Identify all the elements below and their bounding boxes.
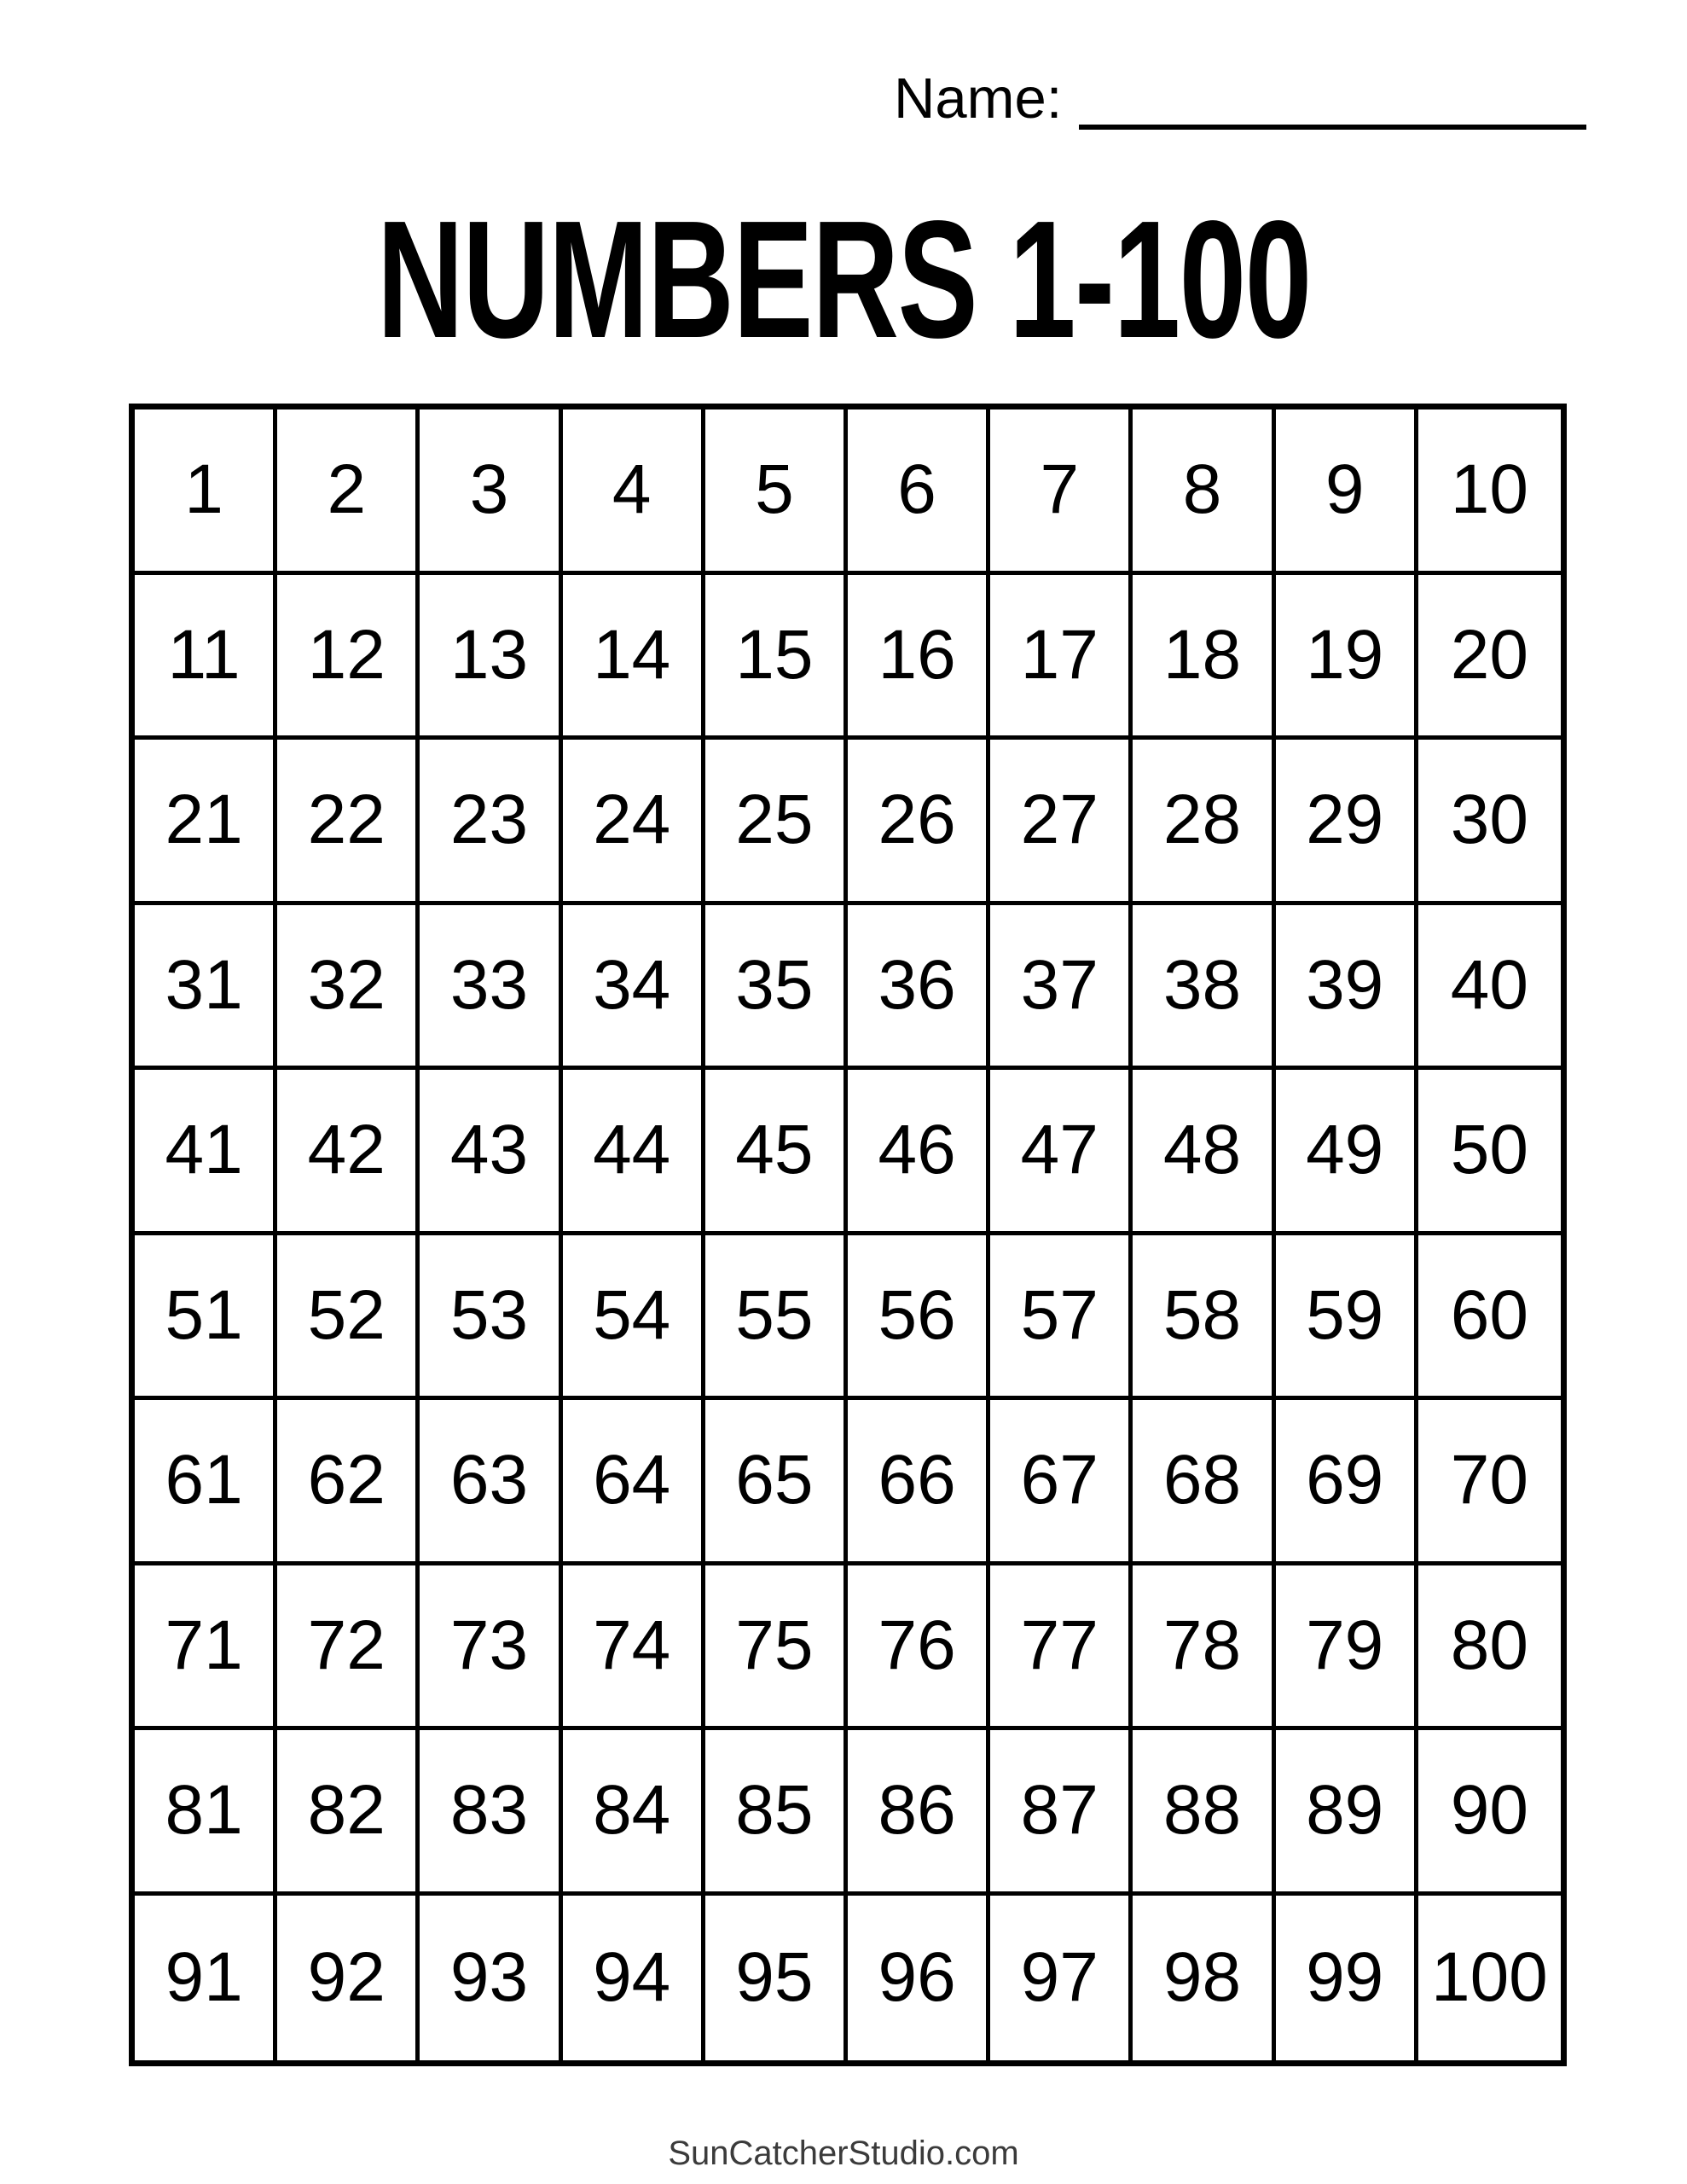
grid-cell-8: 8 (1133, 410, 1275, 575)
grid-cell-40: 40 (1418, 905, 1561, 1071)
grid-cell-11: 11 (135, 575, 277, 741)
grid-cell-52: 52 (277, 1235, 420, 1401)
name-label: Name: (894, 67, 1063, 131)
grid-cell-57: 57 (990, 1235, 1133, 1401)
grid-cell-19: 19 (1276, 575, 1418, 741)
grid-cell-54: 54 (563, 1235, 705, 1401)
grid-cell-74: 74 (563, 1565, 705, 1731)
grid-cell-49: 49 (1276, 1070, 1418, 1235)
grid-cell-83: 83 (420, 1730, 562, 1896)
grid-cell-66: 66 (848, 1400, 990, 1565)
grid-cell-50: 50 (1418, 1070, 1561, 1235)
grid-cell-61: 61 (135, 1400, 277, 1565)
grid-cell-24: 24 (563, 740, 705, 905)
grid-cell-23: 23 (420, 740, 562, 905)
grid-cell-76: 76 (848, 1565, 990, 1731)
grid-cell-31: 31 (135, 905, 277, 1071)
grid-cell-36: 36 (848, 905, 990, 1071)
hundreds-chart-grid (129, 404, 1567, 2066)
grid-cell-81: 81 (135, 1730, 277, 1896)
grid-cell-18: 18 (1133, 575, 1275, 741)
grid-cell-1: 1 (135, 410, 277, 575)
grid-cell-51: 51 (135, 1235, 277, 1401)
grid-cell-100: 100 (1430, 1938, 1548, 2017)
grid-cell-14: 14 (563, 575, 705, 741)
grid-cell-48: 48 (1133, 1070, 1275, 1235)
grid-cell-58: 58 (1133, 1235, 1275, 1401)
grid-cell-53: 53 (420, 1235, 562, 1401)
grid-cell-99: 99 (1276, 1896, 1418, 2061)
grid-cell-17: 17 (990, 575, 1133, 741)
grid-cell-96: 96 (848, 1896, 990, 2061)
grid-cell-30: 30 (1418, 740, 1561, 905)
grid-cell-84: 84 (563, 1730, 705, 1896)
grid-cell-89: 89 (1276, 1730, 1418, 1896)
grid-cell-25: 25 (705, 740, 848, 905)
grid-cell-26: 26 (848, 740, 990, 905)
grid-cell-41: 41 (135, 1070, 277, 1235)
grid-cell-42: 42 (277, 1070, 420, 1235)
grid-cell-80: 80 (1418, 1565, 1561, 1731)
name-row (894, 67, 1586, 131)
grid-cell-69: 69 (1276, 1400, 1418, 1565)
grid-cell-65: 65 (705, 1400, 848, 1565)
grid-cell-59: 59 (1276, 1235, 1418, 1401)
grid-cell-39: 39 (1276, 905, 1418, 1071)
grid-cell-75: 75 (705, 1565, 848, 1731)
grid-cell-16: 16 (848, 575, 990, 741)
grid-cell-13: 13 (420, 575, 562, 741)
grid-cell-91: 91 (135, 1896, 277, 2061)
grid-cell-90: 90 (1418, 1730, 1561, 1896)
grid-cell-63: 63 (420, 1400, 562, 1565)
grid-cell-95: 95 (705, 1896, 848, 2061)
grid-cell-87: 87 (990, 1730, 1133, 1896)
name-blank-line (1079, 70, 1586, 130)
grid-cell-46: 46 (848, 1070, 990, 1235)
grid-cell-10: 10 (1418, 410, 1561, 575)
grid-cell-85: 85 (705, 1730, 848, 1896)
grid-cell-92: 92 (277, 1896, 420, 2061)
grid-cell-71: 71 (135, 1565, 277, 1731)
grid-cell-33: 33 (420, 905, 562, 1071)
grid-cell-37: 37 (990, 905, 1133, 1071)
grid-cell-3: 3 (420, 410, 562, 575)
page-title (0, 186, 1687, 373)
grid-cell-86: 86 (848, 1730, 990, 1896)
grid-cell-70: 70 (1418, 1400, 1561, 1565)
grid-cell-5: 5 (705, 410, 848, 575)
grid-cell-27: 27 (990, 740, 1133, 905)
grid-cell-88: 88 (1133, 1730, 1275, 1896)
page-title-text: NUMBERS 1-100 (376, 186, 1311, 373)
grid-cell-78: 78 (1133, 1565, 1275, 1731)
grid-cell-43: 43 (420, 1070, 562, 1235)
grid-cell-93: 93 (420, 1896, 562, 2061)
grid-cell-67: 67 (990, 1400, 1133, 1565)
footer-credit: SunCatcherStudio.com (668, 2135, 1019, 2172)
grid-cell-32: 32 (277, 905, 420, 1071)
grid-cell-77: 77 (990, 1565, 1133, 1731)
grid-cell-72: 72 (277, 1565, 420, 1731)
grid-cell-56: 56 (848, 1235, 990, 1401)
grid-cell-73: 73 (420, 1565, 562, 1731)
grid-cell-82: 82 (277, 1730, 420, 1896)
grid-cell-20: 20 (1418, 575, 1561, 741)
grid-cell-55: 55 (705, 1235, 848, 1401)
grid-cell-29: 29 (1276, 740, 1418, 905)
grid-cell-6: 6 (848, 410, 990, 575)
grid-cell-22: 22 (277, 740, 420, 905)
grid-cell-12: 12 (277, 575, 420, 741)
grid-cell-15: 15 (705, 575, 848, 741)
grid-cell-62: 62 (277, 1400, 420, 1565)
grid-cell-44: 44 (563, 1070, 705, 1235)
grid-cell-45: 45 (705, 1070, 848, 1235)
grid-cell-4: 4 (563, 410, 705, 575)
grid-cell-9: 9 (1276, 410, 1418, 575)
grid-cell-21: 21 (135, 740, 277, 905)
grid-cell-28: 28 (1133, 740, 1275, 905)
grid-cell-64: 64 (563, 1400, 705, 1565)
grid-cell-38: 38 (1133, 905, 1275, 1071)
grid-cell-97: 97 (990, 1896, 1133, 2061)
grid-cell-47: 47 (990, 1070, 1133, 1235)
grid-cell-60: 60 (1418, 1235, 1561, 1401)
grid-cell-79: 79 (1276, 1565, 1418, 1731)
grid-cell-7: 7 (990, 410, 1133, 575)
grid-cell-94: 94 (563, 1896, 705, 2061)
grid-cell-35: 35 (705, 905, 848, 1071)
grid-cell-2: 2 (277, 410, 420, 575)
grid-cell-68: 68 (1133, 1400, 1275, 1565)
grid-cell-34: 34 (563, 905, 705, 1071)
grid-cell-98: 98 (1133, 1896, 1275, 2061)
